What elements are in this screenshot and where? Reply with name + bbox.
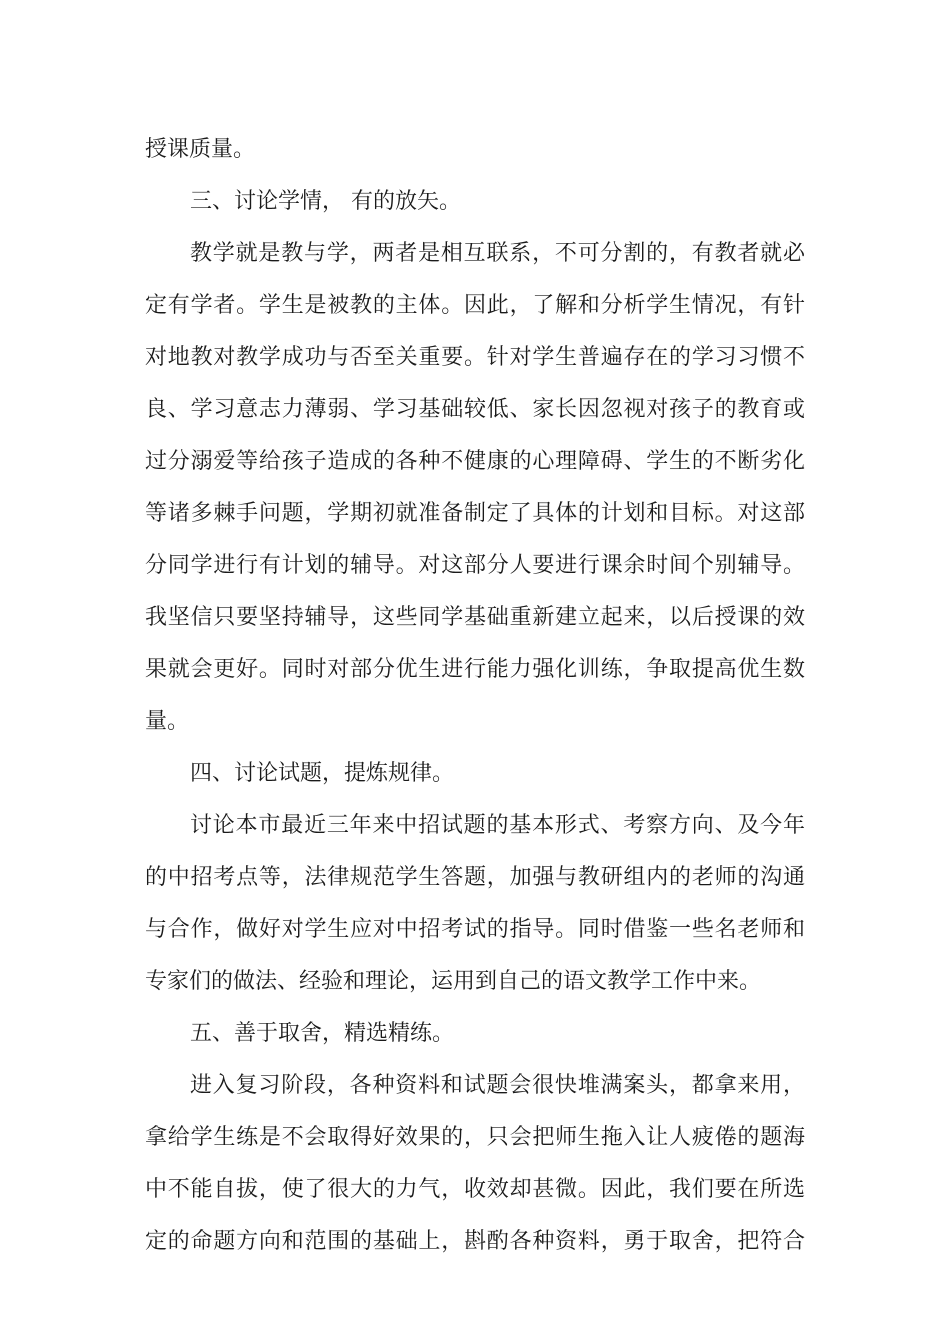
text-line bbox=[0, 1224, 950, 1260]
text-line bbox=[0, 1120, 950, 1156]
text-line-content: 定的命题方向和范围的基础上，斟酌各种资料，勇于取舍，把符合 bbox=[145, 1229, 805, 1254]
text-line-content: 分同学进行有计划的辅导。对这部分人要进行课余时间个别辅导。 bbox=[145, 553, 805, 578]
section-heading-text: 三、讨论学情， 有的放矢。 bbox=[190, 189, 461, 214]
section-heading bbox=[0, 756, 950, 792]
text-line-content: 拿给学生练是不会取得好效果的，只会把师生拖入让人疲倦的题海 bbox=[145, 1125, 805, 1150]
text-line bbox=[0, 860, 950, 896]
text-line bbox=[0, 964, 950, 1000]
text-line-content: 的中招考点等，法律规范学生答题，加强与教研组内的老师的沟通 bbox=[145, 865, 805, 890]
text-line bbox=[0, 548, 950, 584]
text-line-content: 量。 bbox=[145, 709, 190, 734]
text-line-content: 进入复习阶段，各种资料和试题会很快堆满案头，都拿来用， bbox=[190, 1073, 805, 1098]
text-line bbox=[0, 808, 950, 844]
text-line-content: 过分溺爱等给孩子造成的各种不健康的心理障碍、学生的不断劣化 bbox=[145, 449, 805, 474]
text-line bbox=[0, 496, 950, 532]
text-line-content: 与合作，做好对学生应对中招考试的指导。同时借鉴一些名老师和 bbox=[145, 917, 805, 942]
text-line-content: 讨论本市最近三年来中招试题的基本形式、考察方向、及今年 bbox=[190, 813, 805, 838]
text-line-content: 对地教对教学成功与否至关重要。针对学生普遍存在的学习习惯不 bbox=[145, 345, 805, 370]
text-line-content: 教学就是教与学，两者是相互联系，不可分割的，有教者就必 bbox=[190, 241, 805, 266]
text-line-content: 良、学习意志力薄弱、学习基础较低、家长因忽视对孩子的教育或 bbox=[145, 397, 805, 422]
text-line-content: 我坚信只要坚持辅导，这些同学基础重新建立起来，以后授课的效 bbox=[145, 605, 805, 630]
text-line bbox=[0, 600, 950, 636]
text-line bbox=[0, 1068, 950, 1104]
text-line-content: 中不能自拔，使了很大的力气，收效却甚微。因此，我们要在所选 bbox=[145, 1177, 805, 1202]
section-heading bbox=[0, 1016, 950, 1052]
section-heading-text: 五、善于取舍，精选精练。 bbox=[190, 1021, 455, 1046]
text-line bbox=[0, 1172, 950, 1208]
text-line bbox=[0, 288, 950, 324]
text-line bbox=[0, 444, 950, 480]
text-line bbox=[0, 132, 950, 168]
text-line-content: 授课质量。 bbox=[145, 137, 256, 162]
text-line bbox=[0, 236, 950, 272]
text-line bbox=[0, 652, 950, 688]
text-line-content: 定有学者。学生是被教的主体。因此，了解和分析学生情况，有针 bbox=[145, 293, 805, 318]
section-heading bbox=[0, 184, 950, 220]
text-line bbox=[0, 340, 950, 376]
section-heading-text: 四、讨论试题，提炼规律。 bbox=[190, 761, 455, 786]
text-line bbox=[0, 704, 950, 740]
text-line-content: 专家们的做法、经验和理论，运用到自己的语文教学工作中来。 bbox=[145, 969, 762, 994]
text-line bbox=[0, 392, 950, 428]
text-line-content: 等诸多棘手问题，学期初就准备制定了具体的计划和目标。对这部 bbox=[145, 501, 805, 526]
text-line-content: 果就会更好。同时对部分优生进行能力强化训练，争取提高优生数 bbox=[145, 657, 805, 682]
text-line bbox=[0, 912, 950, 948]
